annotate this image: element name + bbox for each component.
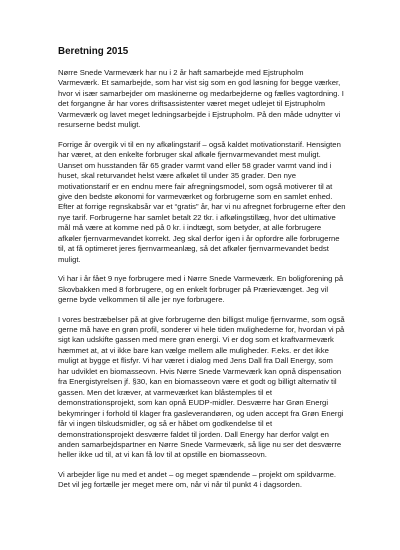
paragraph-new-consumers: Vi har i år fået 9 nye forbrugere med i Nørre Snede Varmeværk. En boligforening på Skovbakken med 8 forbrugere, og en enkelt forbruger på Prærievænget. Jeg vil gerne byde velkommen til alle jer nye forbrugere.	[58, 274, 344, 305]
paragraph-cooling-tariff: Forrige år overgik vi til en ny afkølingstarif – også kaldet motivationstarif. Hensigten har været, at den enkelte forbruger skal afkøle fjernvarmevandet mest muligt. Uanset om husstanden får 65 grader varmt vand eller 58 grader varmt vand ind i huset, skal returvandet helst være afkølet til under 35 grader. Den nye motivationstarif er en endnu mere fair afregningsmodel, som også motiverer til at give den bedste økonomi for varmeværket og forbrugerne som en samlet enhed. Efter at forrige regnskabsår var et “gratis” år, har vi nu afregnet forbrugerne efter den nye tarif. Forbrugerne har samlet betalt 22 tkr. i afkølingstillæg, hvor det ultimative mål må være at komme ned på 0 kr. i indtægt, som betyder, at alle forbrugere afkøler fjernvarmevandet korrekt. Jeg skal derfor igen i år opfordre alle forbrugerne til, at få optimeret jeres fjernvarmeanlæg, så det afkøler fjernvarmevandet bedst muligt.	[58, 139, 346, 264]
paragraph-waste-heat: Vi arbejder lige nu med et andet – og meget spændende – projekt om spildvarme. Det vil jeg fortælle jer meget mere om, når vi når til punkt 4 i dagsorden.	[58, 469, 337, 490]
document-body	[58, 46, 346, 500]
paragraph-collaboration: Nørre Snede Varmeværk har nu i 2 år haft samarbejde med Ejstrupholm Varmeværk. Et samarbejde, som har vist sig som en god løsning for begge værker, hvor vi især samarbejder om maskinerne og medarbejderne og fælles vagtordning. I det forgangne år har vores driftsassistenter været meget udlejet til Ejstrupholm Varmeværk og lavet meget ledningsarbejde i Ejstrupholm. På den måde udnytter vi resurserne bedst muligt.	[58, 68, 344, 130]
paragraph-biomass: I vores bestræbelser på at give forbrugerne den billigst mulige fjernvarme, som også gerne må have en grøn profil, sonderer vi hele tiden mulighederne for, hvordan vi på sigt kan udskifte gassen med mere grøn energi. Vi er dog som et kraftvarmeværk hæmmet at, at vi ikke bare kan vælge mellem alle muligheder. F.eks. er det ikke muligt at bygge et flisfyr. Vi har været i dialog med Jens Dall fra Dall Energy, som har udviklet en biomasseovn. Hvis Nørre Snede Varmeværk kan opnå dispensation fra Energistyrelsen jf. §30, kan en biomasseovn være et godt og billigt alternativ til gassen. Men det kræver, at varmeværket kan blåstemples til et demonstrationsprojekt, som kan opnå EUDP-midler. Desværre har Grøn Energi bekymringer i forhold til klager fra gasleverandøren, og uden accept fra Grøn Energi får vi ingen tilskudsmidler, og så er håbet om godkendelse til et demonstrationsprojekt desværre faldet til jorden. Dall Energy har derfor valgt en anden samarbejdspartner en Nørre Snede Varmeværk, så lige nu ser det desværre heller ikke ud til, at vi kan få lov til at opstille en biomasseovn.	[58, 314, 345, 460]
document-title: Beretning 2015	[58, 46, 129, 57]
